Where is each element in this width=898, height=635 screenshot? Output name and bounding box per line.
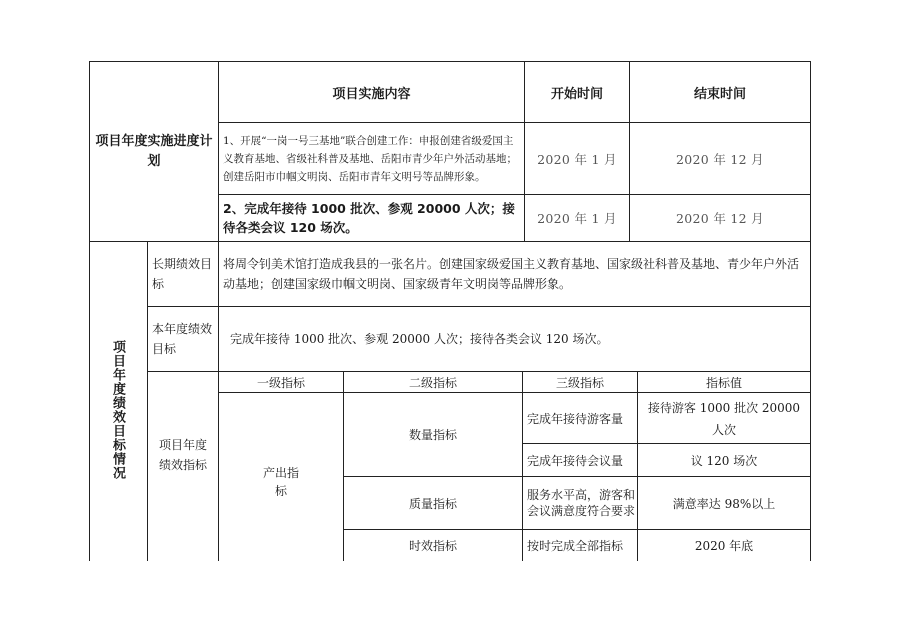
schedule-content-1: 1、开展“一岗一号三基地”联合创建工作：申报创建省级爱国主义教育基地、省级社科普及基地、岳阳市青少年户外活动基地；创建岳阳市巾帼文明岗、岳阳市青年文明号等品牌形象。 [223,134,517,183]
level1-output: 产出指标 [262,466,299,498]
schedule-start-2: 2020 年 1 月 [537,211,617,226]
level3-ontime: 按时完成全部指标 [527,539,624,553]
annual-target-label: 本年度绩效目标 [152,322,213,356]
schedule-start-1: 2020 年 1 月 [537,151,617,167]
level2-quantity: 数量指标 [408,428,457,442]
header-level1: 一级指标 [256,375,305,390]
level3-satisfaction: 服务水平高，游客和会议满意度符合要求 [527,488,636,518]
schedule-row-label: 项目年度实施进度计划 [95,134,213,169]
annual-target-text: 完成年接待 1000 批次、参观 20000 人次；接待各类会议 120 场次。 [230,332,609,346]
header-value: 指标值 [705,375,742,390]
level3-visitors: 完成年接待游客量 [527,411,624,426]
schedule-end-1: 2020 年 12 月 [676,151,764,167]
long-term-label: 长期绩效目标 [152,257,213,291]
value-meetings: 议 120 场次 [690,453,758,468]
schedule-content-2: 2、完成年接待 1000 批次、参观 20000 人次；接待各类会议 120 场次。 [223,201,515,235]
value-visitors: 接待游客 1000 批次 20000 人次 [647,401,801,437]
long-term-text: 将周令钊美术馆打造成我县的一张名片。创建国家级爱国主义教育基地、国家级社科普及基地、青少年户外活动基地；创建国家级巾帼文明岗、国家级青年文明岗等品牌形象。 [223,257,800,291]
value-satisfaction: 满意率达 98%以上 [672,496,776,511]
level2-quality: 质量指标 [408,496,457,511]
schedule-end-2: 2020 年 12 月 [676,211,764,226]
header-content: 项目实施内容 [332,86,411,102]
header-level2: 二级指标 [408,375,457,390]
header-end-time: 结束时间 [693,86,746,102]
level2-timeliness: 时效指标 [408,539,457,553]
performance-section-label: 项目年度绩效目标情况 [110,340,125,480]
indicators-label: 项目年度绩效指标 [158,438,207,472]
value-ontime: 2020 年底 [694,539,754,553]
level3-meetings: 完成年接待会议量 [527,453,624,468]
header-start-time: 开始时间 [550,86,603,102]
header-level3: 三级指标 [555,375,604,390]
